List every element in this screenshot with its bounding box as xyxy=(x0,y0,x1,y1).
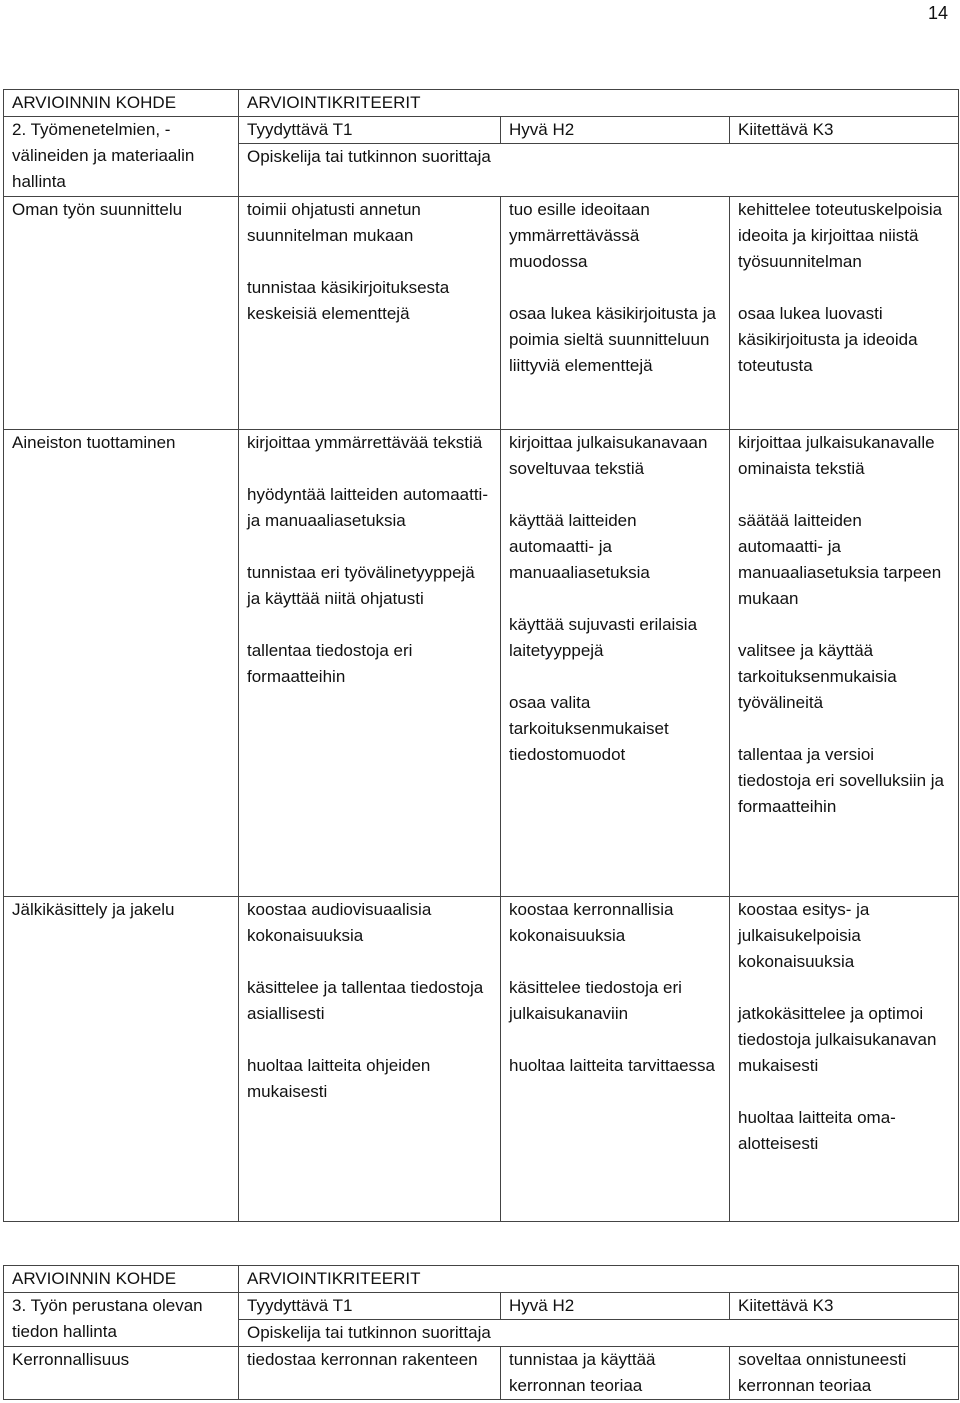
section-row xyxy=(4,117,959,144)
grade-t1-label: Tyydyttävä T1 xyxy=(239,1293,501,1320)
criterion: käyttää laitteiden automaatti- ja manuaaliasetuksia xyxy=(509,511,650,582)
t1-criteria xyxy=(239,197,501,430)
grade-k3-label: Kiitettävä K3 xyxy=(730,1293,959,1320)
subject-label: Opiskelija tai tutkinnon suorittaja xyxy=(239,144,959,197)
criteria-row xyxy=(4,1347,959,1400)
criterion: tunnistaa ja käyttää kerronnan teoriaa xyxy=(509,1350,656,1395)
criterion: säätää laitteiden automaatti- ja manuaaliasetuksia tarpeen mukaan xyxy=(738,511,942,608)
kriteerit-header: ARVIOINTIKRITEERIT xyxy=(239,90,959,117)
grade-h2-label: Hyvä H2 xyxy=(501,1293,730,1320)
t1-criteria xyxy=(239,430,501,897)
section-title: 2. Työmenetelmien, -välineiden ja materiaalin hallinta xyxy=(4,117,239,197)
row-kohde: Oman työn suunnittelu xyxy=(4,197,239,430)
criteria-row xyxy=(4,430,959,897)
section-row xyxy=(4,1293,959,1320)
t1-criteria xyxy=(239,1347,501,1400)
t1-criteria xyxy=(239,897,501,1222)
row-kohde: Jälkikäsittely ja jakelu xyxy=(4,897,239,1222)
criteria-row xyxy=(4,897,959,1222)
criterion: tiedostaa kerronnan rakenteen xyxy=(247,1350,478,1369)
kohde-header: ARVIOINNIN KOHDE xyxy=(4,90,239,117)
k3-criteria xyxy=(730,1347,959,1400)
k3-criteria xyxy=(730,197,959,430)
h2-criteria xyxy=(501,1347,730,1400)
criterion: kirjoittaa ymmärrettävää tekstiä xyxy=(247,433,483,452)
criterion: kirjoittaa julkaisukanavalle ominaista tekstiä xyxy=(738,433,935,478)
criterion: koostaa esitys- ja julkaisukelpoisia kokonaisuuksia xyxy=(738,900,870,971)
criterion: osaa lukea käsikirjoitusta ja poimia sieltä suunnitteluun liittyviä elementtejä xyxy=(509,304,716,375)
criterion: valitsee ja käyttää tarkoituksenmukaisia työvälineitä xyxy=(738,641,897,712)
k3-criteria xyxy=(730,430,959,897)
criterion: huoltaa laitteita tarvittaessa xyxy=(509,1056,716,1075)
criterion: tallentaa ja versioi tiedostoja eri sovelluksiin ja formaatteihin xyxy=(738,745,944,816)
kohde-header: ARVIOINNIN KOHDE xyxy=(4,1266,239,1293)
criterion: osaa valita tarkoituksenmukaiset tiedostomuodot xyxy=(509,693,669,764)
criterion: käyttää sujuvasti erilaisia laitetyyppejä xyxy=(509,615,698,660)
h2-criteria xyxy=(501,197,730,430)
criterion: koostaa kerronnallisia kokonaisuuksia xyxy=(509,900,674,945)
criterion: hyödyntää laitteiden automaatti- ja manuaaliasetuksia xyxy=(247,485,488,530)
criterion: tallentaa tiedostoja eri formaatteihin xyxy=(247,641,413,686)
criteria-row xyxy=(4,197,959,430)
h2-criteria xyxy=(501,897,730,1222)
row-kohde: Kerronnallisuus xyxy=(4,1347,239,1400)
criterion: huoltaa laitteita oma-alotteisesti xyxy=(738,1108,896,1153)
table-header-row xyxy=(4,1266,959,1293)
criterion: tuo esille ideoitaan ymmärrettävässä muodossa xyxy=(509,200,650,271)
criterion: käsittelee ja tallentaa tiedostoja asiallisesti xyxy=(247,978,484,1023)
assessment-table-2 xyxy=(3,89,959,1222)
grade-h2-label: Hyvä H2 xyxy=(501,117,730,144)
criterion: huoltaa laitteita ohjeiden mukaisesti xyxy=(247,1056,431,1101)
assessment-table-3 xyxy=(3,1265,959,1400)
criterion: koostaa audiovisuaalisia kokonaisuuksia xyxy=(247,900,432,945)
section-title: 3. Työn perustana olevan tiedon hallinta xyxy=(4,1293,239,1347)
row-kohde: Aineiston tuottaminen xyxy=(4,430,239,897)
h2-criteria xyxy=(501,430,730,897)
criterion: kehittelee toteutuskelpoisia ideoita ja kirjoittaa niistä työsuunnitelman xyxy=(738,200,943,271)
criterion: soveltaa onnistuneesti kerronnan teoriaa xyxy=(738,1350,907,1395)
criterion: tunnistaa käsikirjoituksesta keskeisiä elementtejä xyxy=(247,278,450,323)
criterion: jatkokäsittelee ja optimoi tiedostoja julkaisukanavan mukaisesti xyxy=(738,1004,937,1075)
criterion: toimii ohjatusti annetun suunnitelman mukaan xyxy=(247,200,421,245)
grade-t1-label: Tyydyttävä T1 xyxy=(239,117,501,144)
criterion: osaa lukea luovasti käsikirjoitusta ja ideoida toteutusta xyxy=(738,304,918,375)
kriteerit-header: ARVIOINTIKRITEERIT xyxy=(239,1266,959,1293)
subject-label: Opiskelija tai tutkinnon suorittaja xyxy=(239,1320,959,1347)
page-number: 14 xyxy=(927,3,948,23)
table-header-row xyxy=(4,90,959,117)
k3-criteria xyxy=(730,897,959,1222)
criterion: tunnistaa eri työvälinetyyppejä ja käyttää niitä ohjatusti xyxy=(247,563,475,608)
criterion: kirjoittaa julkaisukanavaan soveltuvaa tekstiä xyxy=(509,433,708,478)
criterion: käsittelee tiedostoja eri julkaisukanaviin xyxy=(509,978,682,1023)
grade-k3-label: Kiitettävä K3 xyxy=(730,117,959,144)
